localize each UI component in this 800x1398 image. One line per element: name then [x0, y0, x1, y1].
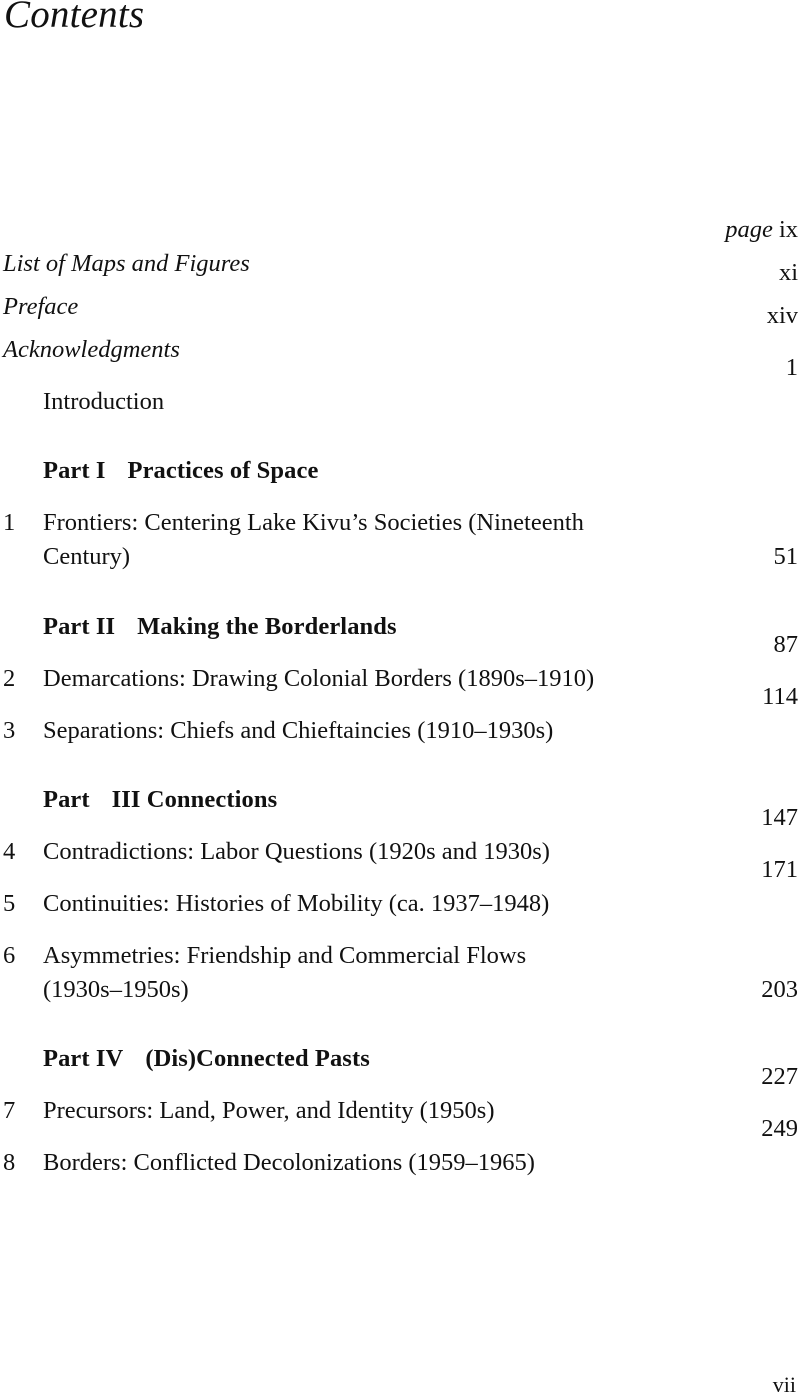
page-number: ix — [778, 216, 798, 243]
entry-title: Introduction — [43, 388, 165, 415]
part-title: Practices of Space — [127, 457, 319, 484]
entry-page: 147 — [761, 804, 798, 831]
chapter-number: 6 — [3, 942, 16, 969]
entry-title: Separations: Chiefs and Chieftaincies (1910–1930s) — [43, 717, 554, 744]
chapter-number: 5 — [3, 890, 16, 917]
part-title: Making the Borderlands — [137, 613, 397, 640]
entry-page — [725, 213, 798, 247]
chapter-number: 4 — [3, 838, 16, 865]
part-heading-4 — [43, 1042, 370, 1076]
entry-page: 203 — [761, 976, 798, 1003]
entry-title: Acknowledgments — [3, 336, 180, 363]
part-label: Part I — [43, 457, 106, 484]
toc-entry-chapter-6[interactable] — [0, 939, 800, 1007]
entry-page: 114 — [762, 683, 798, 710]
part-heading-1 — [43, 454, 318, 488]
chapter-number: 8 — [3, 1149, 16, 1176]
entry-page: 87 — [773, 631, 798, 658]
page-title: Contents — [4, 0, 145, 36]
part-heading-2 — [43, 610, 397, 644]
part-label: Part IV — [43, 1045, 124, 1072]
entry-title: Contradictions: Labor Questions (1920s and 1930s) — [43, 838, 550, 865]
page-prefix: page — [725, 216, 773, 243]
entry-title-line-1: Asymmetries: Friendship and Commercial Flows — [43, 942, 527, 969]
part-heading-3 — [43, 783, 277, 817]
chapter-number: 7 — [3, 1097, 16, 1124]
chapter-number: 2 — [3, 665, 16, 692]
entry-page: 227 — [761, 1063, 798, 1090]
entry-title: Continuities: Histories of Mobility (ca. 1937–1948) — [43, 890, 550, 917]
entry-page: xiv — [766, 302, 798, 329]
chapter-number: 1 — [3, 509, 16, 536]
entry-page: 51 — [773, 543, 798, 570]
part-label: Part II — [43, 613, 116, 640]
part-label: Part — [43, 786, 90, 813]
entry-page: 1 — [785, 354, 798, 381]
entry-page: 171 — [761, 856, 798, 883]
entry-page: 249 — [761, 1115, 798, 1142]
page-folio: vii — [772, 1372, 796, 1397]
entry-title: Precursors: Land, Power, and Identity (1950s) — [43, 1097, 495, 1124]
entry-title: Borders: Conflicted Decolonizations (1959–1965) — [43, 1149, 535, 1176]
part-title: III Connections — [111, 786, 278, 813]
entry-title — [43, 506, 683, 574]
chapter-number: 3 — [3, 717, 16, 744]
entry-title — [43, 939, 683, 1007]
entry-title-line-2: (1930s–1950s) — [43, 976, 189, 1003]
entry-title-line-2: Century) — [43, 543, 131, 570]
toc-entry-chapter-1[interactable] — [0, 506, 800, 574]
entry-title: List of Maps and Figures — [3, 250, 250, 277]
entry-title-line-1: Frontiers: Centering Lake Kivu’s Societies (Nineteenth — [43, 509, 584, 536]
entry-title: Preface — [3, 293, 79, 320]
part-title: (Dis)Connected Pasts — [145, 1045, 370, 1072]
entry-page: xi — [778, 259, 798, 286]
entry-title: Demarcations: Drawing Colonial Borders (1890s–1910) — [43, 665, 595, 692]
